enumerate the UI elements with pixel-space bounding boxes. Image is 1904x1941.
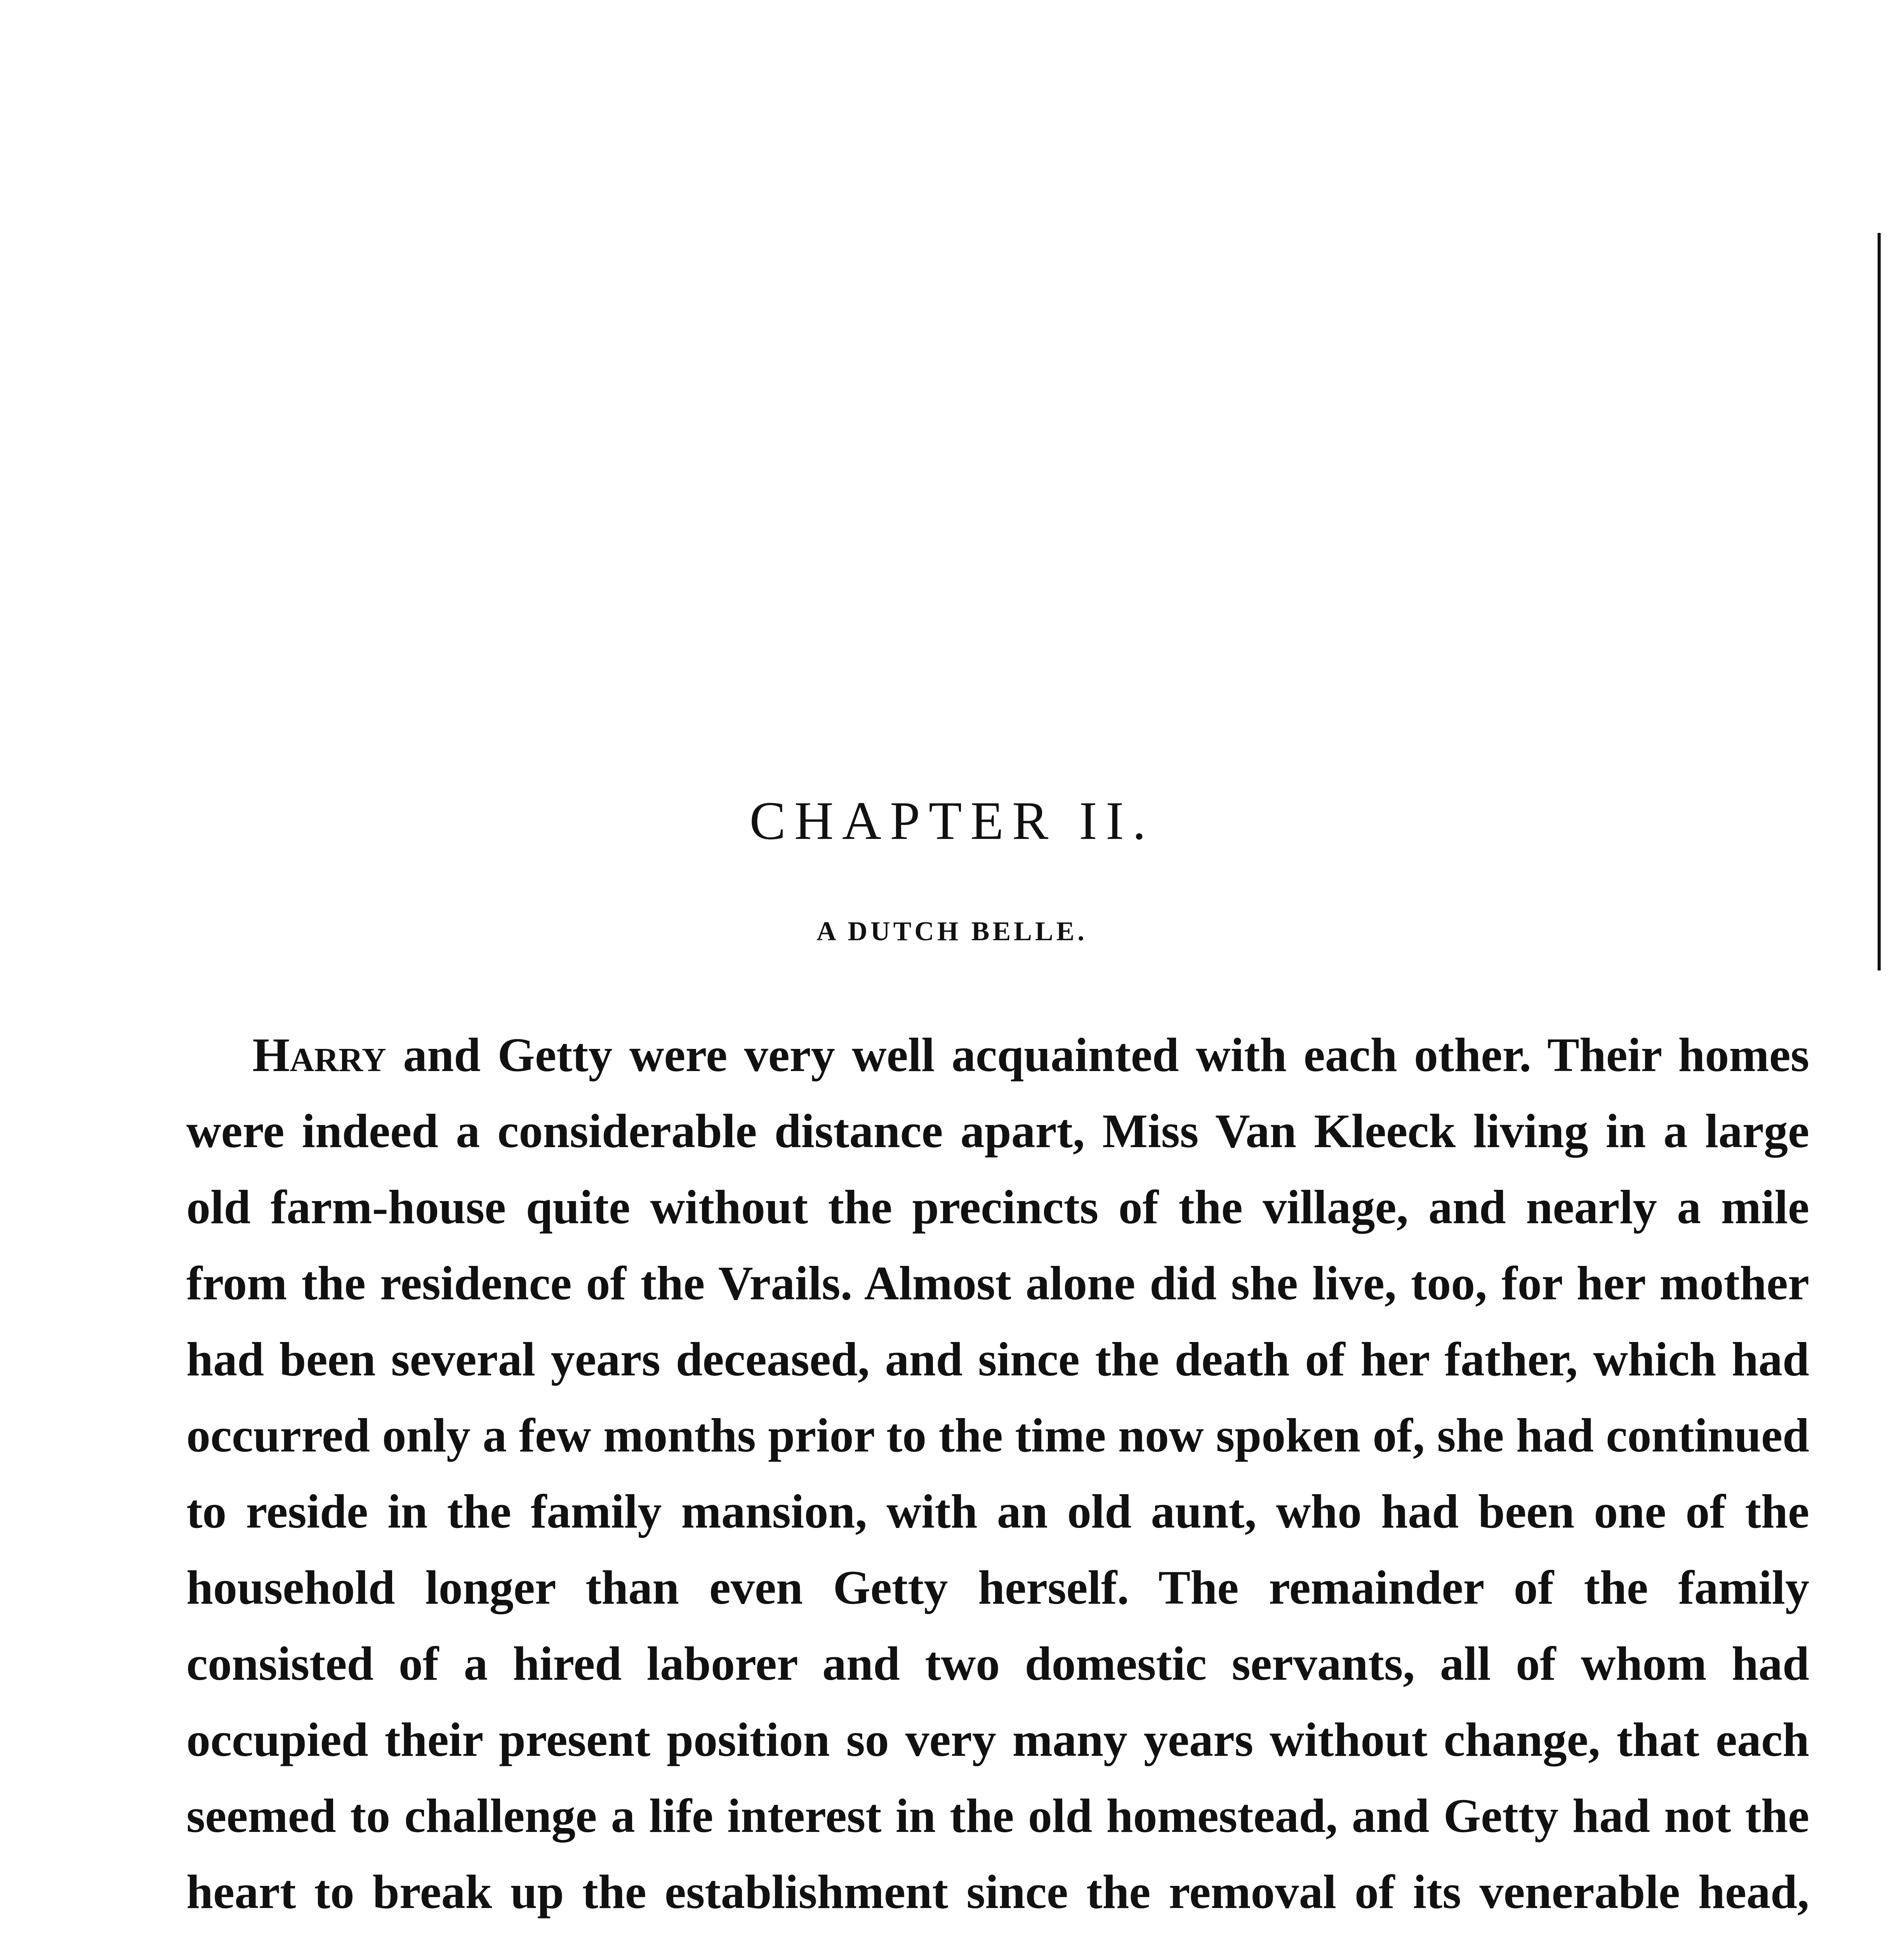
page-edge-line — [1878, 233, 1881, 970]
paragraph-1-text: and Getty were very well acquainted with each other. Their homes were indeed a considerable distance apart, Miss Van Kleeck living in a large old farm-house quite without the precincts of the village, and nearly a mile from the residence of the Vrails. Almost alone did she live, too, for her mother had been several years deceased, and since the death of her father, which had occurred only a few months prior to the time now spoken of, she had continued to reside in the family mansion, with an old aunt, who had been one of the household longer than even Getty herself. The remainder of the family consisted of a hired laborer and two domestic servants, all of whom had occupied their present position so very many years without change, that each seemed to challenge a life interest in the old homestead, and Getty had not the heart to break up the establishment since the removal of its venerable head, — [186, 1028, 1809, 1918]
body-text — [186, 1017, 1809, 1941]
chapter-title: CHAPTER II. — [749, 790, 1155, 851]
paragraph-1 — [186, 1017, 1809, 1941]
paragraph-lead-word: Harry — [252, 1028, 386, 1082]
chapter-subtitle: A DUTCH BELLE. — [816, 917, 1088, 946]
